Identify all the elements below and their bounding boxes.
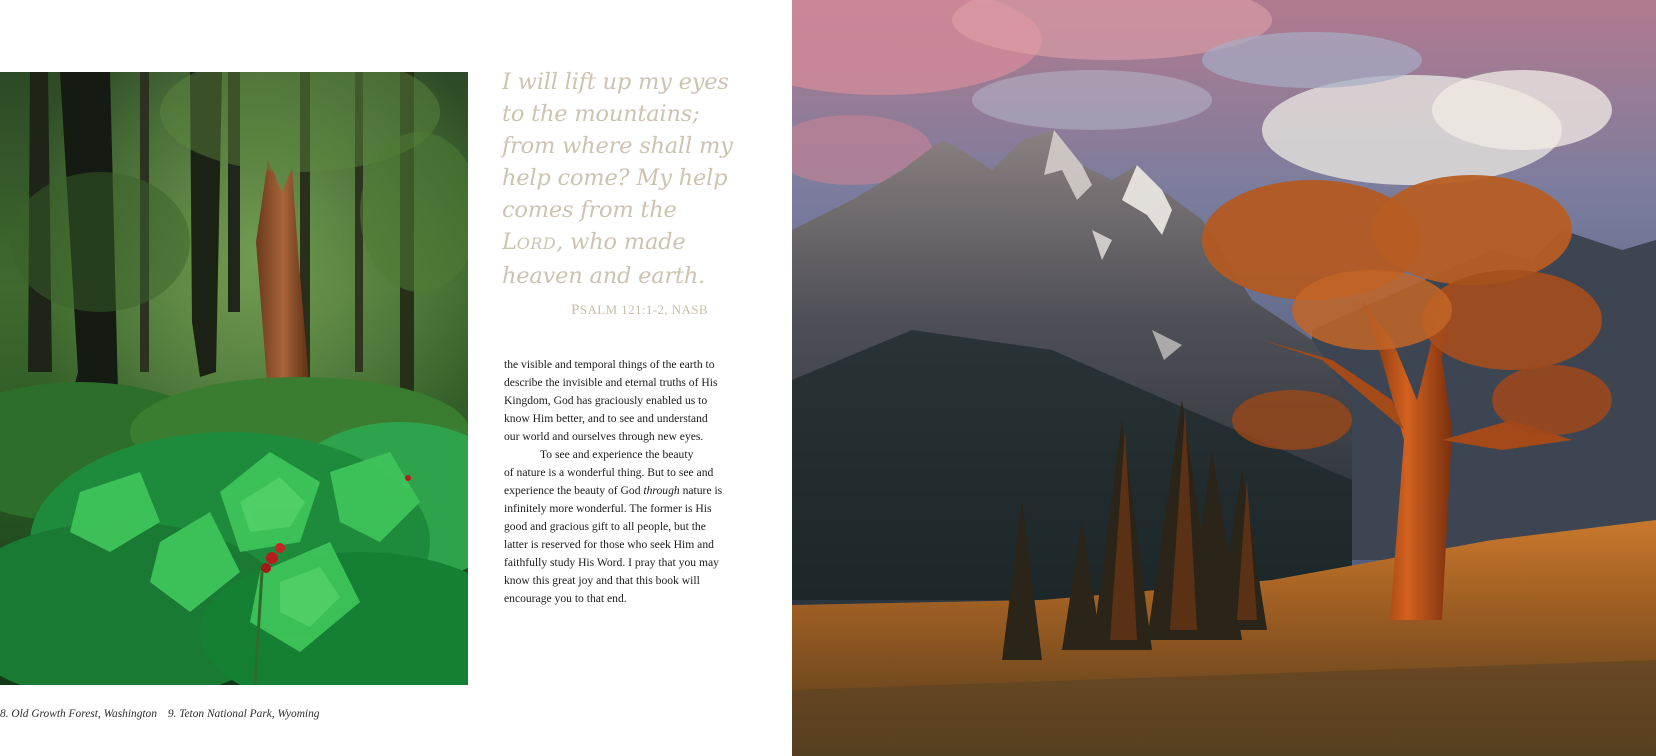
verse-line (502, 226, 747, 260)
caption-forest: 8. Old Growth Forest, Washington (0, 708, 157, 720)
body-line: the visible and temporal things of the earth to (504, 358, 715, 371)
body-line: latter is reserved for those who seek Him and (504, 538, 714, 551)
forest-photo (0, 72, 468, 685)
caption-teton: 9. Teton National Park, Wyoming (167, 708, 320, 720)
body-line: describe the invisible and eternal truths of His (504, 376, 718, 389)
verse-citation (502, 302, 708, 319)
citation-initial: P (571, 302, 580, 318)
body-line: of nature is a wonderful thing. But to see and (504, 466, 714, 479)
body-line: know Him better, and to see and understand (504, 412, 708, 425)
verse-line: comes from the (502, 197, 677, 223)
body-line: know this great joy and that this book will (504, 574, 700, 587)
verse-lord-initial: L (502, 229, 517, 255)
body-line: Kingdom, God has graciously enabled us to (504, 394, 708, 407)
body-line: infinitely more wonderful. The former is His (504, 502, 712, 515)
body-emphasis: through (643, 484, 680, 497)
citation-rest: SALM 121:1-2, NASB (579, 302, 708, 317)
verse-line: to the mountains; (502, 101, 700, 127)
verse-line: from where shall my (502, 133, 733, 159)
verse-line: I will lift up my eyes (502, 69, 729, 95)
verse-line: help come? My help (502, 165, 728, 191)
verse-line: heaven and earth. (502, 263, 706, 289)
mountain-illustration (792, 0, 1656, 756)
scripture-verse (502, 66, 747, 292)
body-line-pre: experience the beauty of God (504, 484, 644, 497)
verse-lord-smallcaps: ORD (516, 234, 557, 253)
teton-photo (792, 0, 1656, 756)
body-line: our world and ourselves through new eyes. (504, 430, 704, 443)
body-line-post: nature is (679, 484, 723, 497)
body-line: good and gracious gift to all people, but the (504, 520, 706, 533)
body-line: encourage you to that end. (504, 592, 627, 605)
body-line: To see and experience the beauty (540, 448, 694, 461)
body-line (504, 482, 744, 500)
photo-captions (0, 708, 319, 720)
forest-illustration (0, 72, 468, 685)
verse-line-rest: , who made (556, 229, 686, 255)
body-text (504, 356, 744, 608)
body-line: faithfully study His Word. I pray that you may (504, 556, 719, 569)
